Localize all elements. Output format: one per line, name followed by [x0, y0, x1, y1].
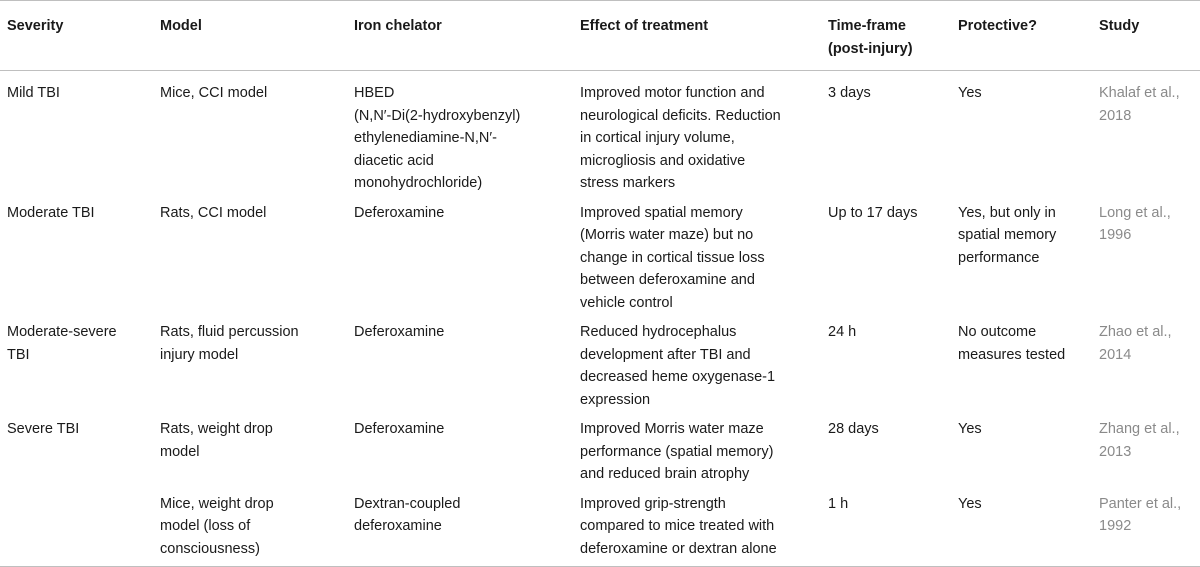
cell-chelator: Dextran-coupled deferoxamine: [354, 495, 461, 534]
cell-severity: Moderate-severe TBI: [7, 324, 117, 363]
table-row: [0, 411, 1200, 486]
header-protective: Protective?: [958, 18, 1037, 34]
cell-effect: Improved spatial memory (Morris water maze) but no change in cortical tissue loss between deferoxamine and vehicle control: [580, 204, 765, 311]
cell-protective: Yes: [958, 421, 982, 437]
table-header-row: [0, 1, 1200, 71]
header-effect-of-treatment: Effect of treatment: [580, 18, 709, 34]
table-row: [0, 195, 1200, 315]
study-link[interactable]: Panter et al., 1992: [1099, 495, 1182, 534]
header-iron-chelator: Iron chelator: [354, 18, 442, 34]
cell-effect: Reduced hydrocephalus development after TBI and decreased heme oxygenase-1 expression: [580, 324, 776, 408]
cell-model: Rats, fluid percussion injury model: [160, 324, 299, 363]
cell-timeframe: 1 h: [828, 495, 849, 512]
cell-protective: Yes: [958, 495, 982, 512]
cell-model: Rats, weight drop model: [160, 421, 273, 460]
cell-model: Mice, weight drop model (loss of consciousness): [160, 495, 274, 557]
study-link[interactable]: Zhao et al., 2014: [1099, 324, 1172, 363]
study-link[interactable]: Zhang et al., 2013: [1099, 421, 1180, 460]
cell-timeframe: Up to 17 days: [828, 204, 918, 221]
cell-model: Mice, CCI model: [160, 85, 268, 101]
cell-effect: Improved grip-strength compared to mice treated with deferoxamine or dextran alone: [580, 495, 777, 557]
cell-chelator: HBED (N,N′-Di(2-hydroxybenzyl) ethylenediamine-N,N′- diacetic acid monohydrochloride): [354, 85, 521, 191]
header-study: Study: [1099, 18, 1140, 34]
cell-chelator: Deferoxamine: [354, 204, 445, 221]
study-link[interactable]: Long et al., 1996: [1099, 204, 1171, 243]
cell-timeframe: 24 h: [828, 324, 857, 340]
cell-severity: Severe TBI: [7, 421, 80, 437]
cell-protective: Yes: [958, 85, 982, 101]
cell-severity: [0, 486, 153, 567]
cell-effect: Improved Morris water maze performance (spatial memory) and reduced brain atrophy: [580, 421, 774, 482]
cell-protective: Yes, but only in spatial memory performance: [958, 204, 1057, 266]
cell-protective: No outcome measures tested: [958, 324, 1066, 363]
cell-chelator: Deferoxamine: [354, 421, 445, 437]
header-model: Model: [160, 18, 202, 34]
table-row: [0, 486, 1200, 567]
cell-effect: Improved motor function and neurological deficits. Reduction in cortical injury volume, microgliosis and oxidative stress markers: [580, 85, 781, 191]
study-link[interactable]: Khalaf et al., 2018: [1099, 85, 1180, 124]
table-row: [0, 71, 1200, 195]
header-severity: Severity: [7, 18, 64, 34]
cell-severity: Moderate TBI: [7, 204, 95, 221]
cell-timeframe: 28 days: [828, 421, 879, 437]
table-row: [0, 314, 1200, 411]
header-time-frame: Time-frame (post-injury): [828, 18, 913, 57]
cell-chelator: Deferoxamine: [354, 324, 445, 340]
cell-model: Rats, CCI model: [160, 204, 267, 221]
cell-severity: Mild TBI: [7, 85, 60, 101]
cell-timeframe: 3 days: [828, 85, 871, 101]
